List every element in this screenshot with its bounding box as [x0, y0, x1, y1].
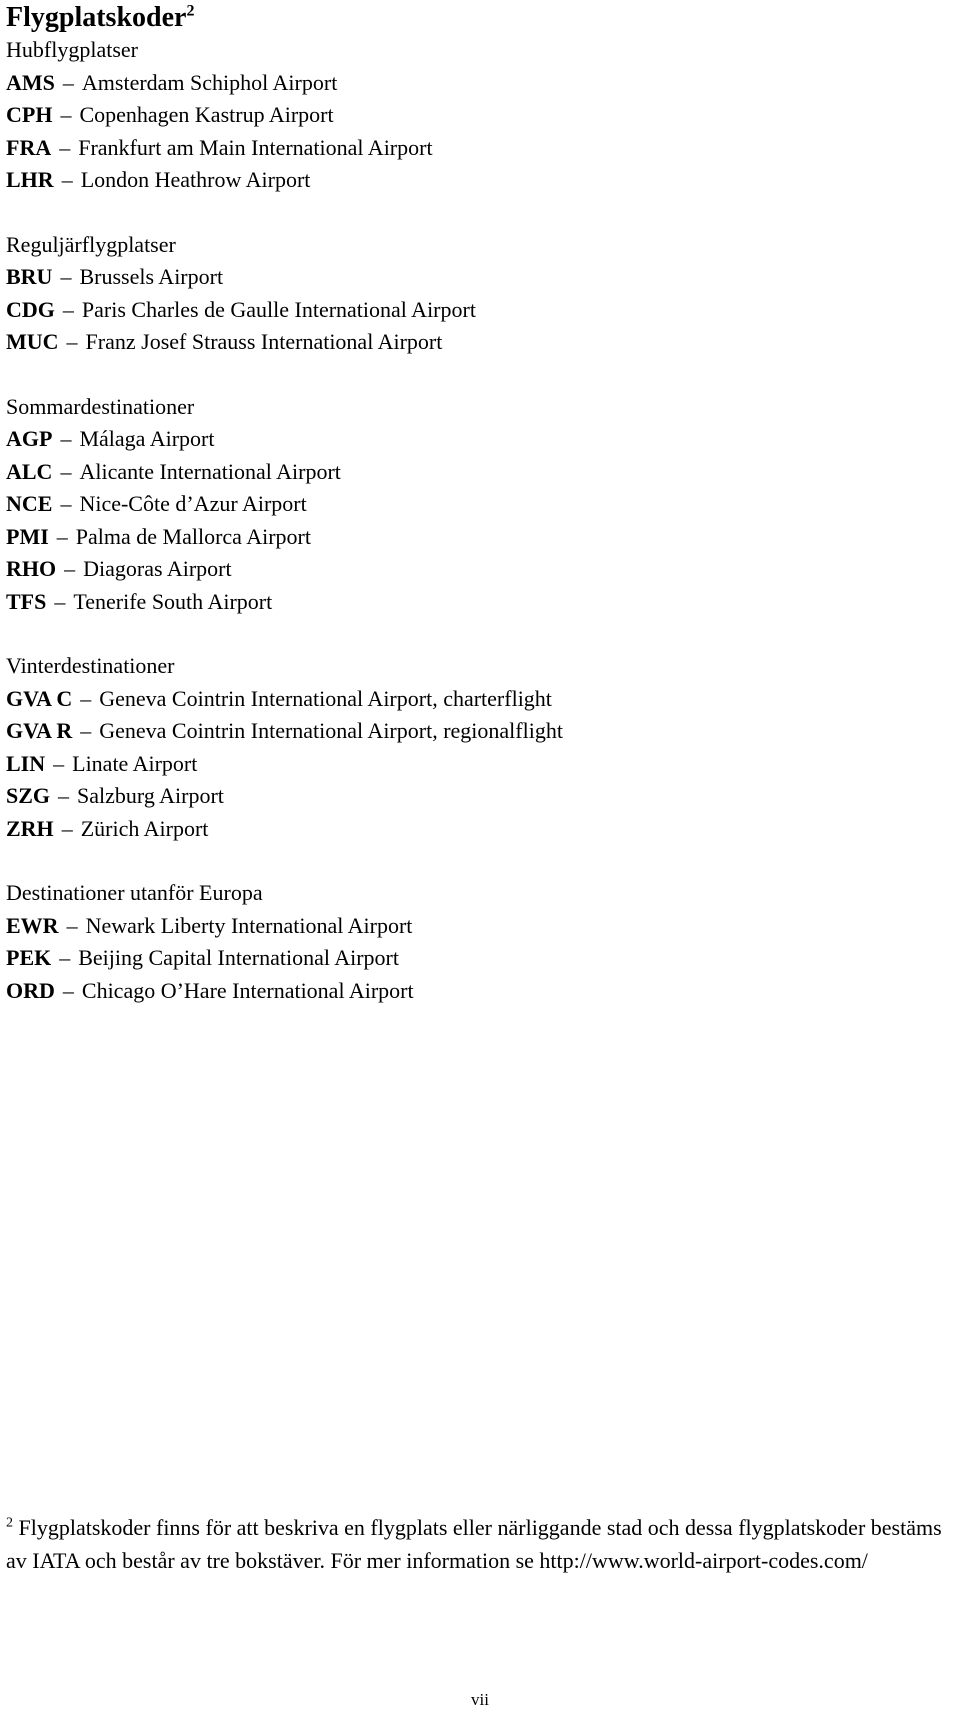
airport-name: Diagoras Airport: [83, 556, 232, 581]
airport-entry: [6, 488, 951, 521]
airport-name: Franz Josef Strauss International Airport: [85, 329, 443, 354]
airport-section: [6, 877, 951, 1007]
airport-code: CPH: [6, 102, 53, 127]
airport-entry: [6, 164, 951, 197]
airport-name: Nice-Côte d’Azur Airport: [79, 491, 307, 516]
footnote: [6, 1512, 954, 1577]
airport-code: AMS: [6, 69, 55, 95]
code-separator: –: [56, 523, 68, 549]
airport-code: LIN: [6, 750, 46, 776]
airport-name: Amsterdam Schiphol Airport: [81, 69, 338, 95]
code-separator: –: [59, 945, 71, 970]
airport-entry: [6, 910, 951, 943]
airport-code: BRU: [6, 264, 53, 289]
airport-code: PMI: [6, 523, 49, 549]
code-separator: –: [60, 264, 72, 289]
airport-name: Tenerife South Airport: [73, 588, 273, 614]
title-footnote-marker: 2: [186, 2, 195, 20]
code-separator: –: [60, 102, 72, 127]
page-title-text: Flygplatskoder: [6, 2, 187, 33]
airport-code: LHR: [6, 167, 54, 192]
airport-name: Geneva Cointrin International Airport, charterflight: [99, 685, 552, 711]
code-separator: –: [62, 296, 74, 322]
airport-entry: [6, 456, 951, 489]
airport-code: PEK: [6, 945, 52, 970]
code-separator: –: [66, 329, 78, 354]
airport-code: CDG: [6, 296, 55, 322]
airport-entry: [6, 423, 951, 456]
airport-section: [6, 391, 951, 619]
airport-name: Linate Airport: [72, 750, 198, 776]
airport-code: SZG: [6, 783, 51, 808]
code-separator: –: [59, 134, 71, 160]
airport-entry: [6, 975, 951, 1008]
airport-entry: [6, 748, 951, 781]
airport-code: GVA C: [6, 685, 73, 711]
airport-name: London Heathrow Airport: [80, 167, 311, 192]
code-separator: –: [64, 556, 76, 581]
airport-entry: [6, 521, 951, 554]
airport-entry: [6, 294, 951, 327]
code-separator: –: [54, 588, 66, 614]
footnote-marker: 2: [6, 1515, 13, 1531]
section-heading: Destinationer utanför Europa: [6, 880, 263, 905]
airport-name: Geneva Cointrin International Airport, regionalflight: [99, 718, 563, 743]
code-separator: –: [62, 977, 74, 1003]
airport-entry: [6, 132, 951, 165]
airport-name: Copenhagen Kastrup Airport: [79, 102, 334, 127]
section-heading: Hubflygplatser: [6, 37, 138, 62]
document-body: [6, 0, 951, 1039]
airport-code: FRA: [6, 134, 52, 160]
airport-code: EWR: [6, 912, 59, 938]
airport-entry: [6, 715, 951, 748]
page-number: vii: [471, 1690, 489, 1709]
code-separator: –: [60, 491, 72, 516]
page-title: [6, 0, 951, 34]
airport-entry: [6, 942, 951, 975]
airport-name: Alicante International Airport: [79, 458, 341, 484]
airport-code: TFS: [6, 588, 47, 614]
airport-code: ALC: [6, 458, 53, 484]
airport-entry: [6, 780, 951, 813]
code-separator: –: [66, 912, 78, 938]
code-separator: –: [80, 685, 92, 711]
airport-code: NCE: [6, 491, 53, 516]
airport-code: MUC: [6, 329, 59, 354]
airport-name: Salzburg Airport: [77, 783, 224, 808]
section-heading: Reguljärflygplatser: [6, 231, 176, 257]
section-heading: Sommardestinationer: [6, 393, 195, 419]
airport-name: Frankfurt am Main International Airport: [78, 134, 433, 160]
code-separator: –: [80, 718, 92, 743]
airport-code: ORD: [6, 977, 55, 1003]
airport-code: RHO: [6, 556, 57, 581]
airport-name: Newark Liberty International Airport: [85, 912, 413, 938]
airport-section: [6, 34, 951, 197]
airport-name: Paris Charles de Gaulle International Airport: [81, 296, 476, 322]
code-separator: –: [61, 815, 73, 841]
airport-entry: [6, 553, 951, 586]
airport-entry: [6, 261, 951, 294]
airport-entry: [6, 99, 951, 132]
airport-entry: [6, 683, 951, 716]
airport-entry: [6, 326, 951, 359]
airport-name: Málaga Airport: [79, 426, 215, 451]
code-separator: –: [61, 167, 73, 192]
airport-code-sections: [6, 34, 951, 1007]
code-separator: –: [60, 458, 72, 484]
airport-code: ZRH: [6, 815, 54, 841]
airport-entry: [6, 67, 951, 100]
airport-name: Palma de Mallorca Airport: [75, 523, 311, 549]
airport-code: AGP: [6, 426, 53, 451]
airport-name: Beijing Capital International Airport: [78, 945, 399, 970]
code-separator: –: [62, 69, 74, 95]
airport-name: Brussels Airport: [79, 264, 224, 289]
section-heading: Vinterdestinationer: [6, 653, 175, 678]
code-separator: –: [58, 783, 70, 808]
airport-code: GVA R: [6, 718, 73, 743]
airport-entry: [6, 813, 951, 846]
code-separator: –: [53, 750, 65, 776]
code-separator: –: [60, 426, 72, 451]
airport-name: Zürich Airport: [80, 815, 209, 841]
airport-name: Chicago O’Hare International Airport: [81, 977, 414, 1003]
airport-section: [6, 650, 951, 845]
footnote-text: Flygplatskoder finns för att beskriva en flygplats eller närliggande stad och dessa flygplatskoder bestäms av IATA och består av tre bokstäver. För mer information se http://www.world-airport-codes.com/: [6, 1515, 942, 1573]
airport-section: [6, 229, 951, 359]
airport-entry: [6, 586, 951, 619]
